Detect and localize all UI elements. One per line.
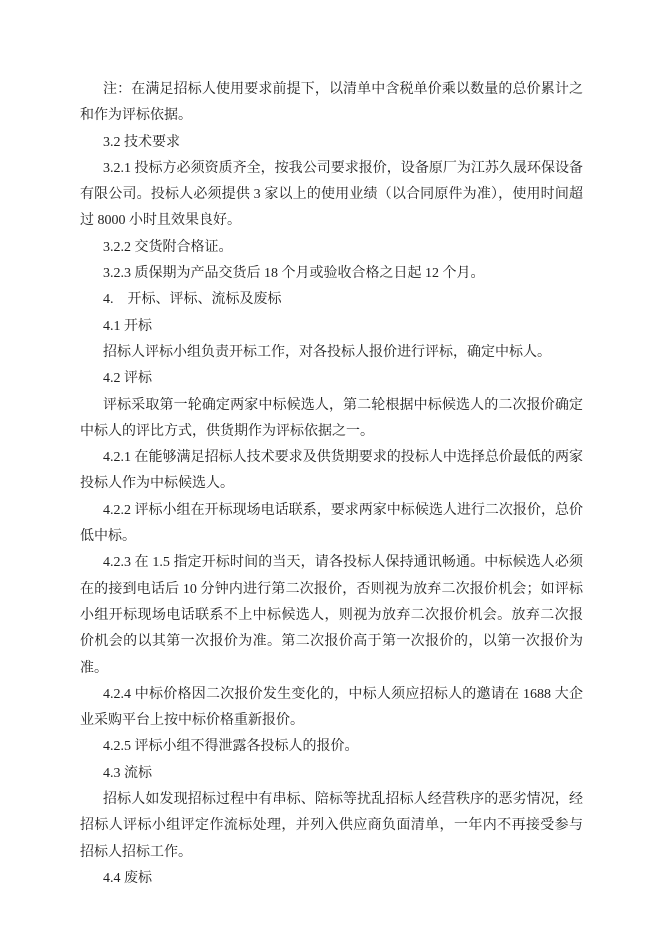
heading-4-2-bid-evaluation: 4.2 评标: [103, 371, 152, 387]
paragraph-note-evaluation-basis: 注：在满足招标人使用要求前提下，以清单中含税单价乘以数量的总价累计之和作为评标依据。: [80, 82, 583, 124]
paragraph-3-2-1-qualifications: 3.2.1 投标方必须资质齐全，按我公司要求报价，设备原厂为江苏久晟环保设备有限公司。投标人必须提供 3 家以上的使用业绩（以合同原件为准），使用时间超过 8000 小时且效果良好。: [80, 160, 583, 229]
paragraph-4-3-body: 招标人如发现招标过程中有串标、陪标等扰乱招标人经营秩序的恶劣情况，经招标人评标小组评定作流标处理，并列入供应商负面清单，一年内不再接受参与招标人招标工作。: [80, 792, 583, 860]
paragraph-3-2-3-warranty-period: 3.2.3 质保期为产品交货后 18 个月或验收合格之日起 12 个月。: [103, 266, 485, 282]
paragraph-4-2-5-confidentiality: 4.2.5 评标小组不得泄露各投标人的报价。: [103, 739, 359, 755]
document-content: [80, 77, 583, 892]
heading-4-3-failed-bid: 4.3 流标: [103, 765, 152, 781]
heading-4-1-bid-opening: 4.1 开标: [103, 318, 152, 334]
heading-4-bid-opening-evaluation: 4. 开标、评标、流标及废标: [103, 292, 282, 308]
paragraph-4-2-1-candidate-selection: 4.2.1 在能够满足招标人技术要求及供货期要求的投标人中选择总价最低的两家投标人作为中标候选人。: [80, 450, 583, 492]
paragraph-4-2-3-phone-contact-rules: 4.2.3 在 1.5 指定开标时间的当天，请各投标人保持通讯畅通。中标候选人必须在的接到电话后 10 分钟内进行第二次报价，否则视为放弃二次报价机会；如评标小组开标现场电话联系不上中标候选人，则视为放弃二次报价机会。放弃二次报价机会的以其第一次报价为准。第二次报价高于第一次报价的，以第一次报价为准。: [80, 555, 583, 676]
paragraph-3-2-2-delivery-certificate: 3.2.2 交货附合格证。: [103, 239, 233, 255]
paragraph-4-2-4-platform-requote: 4.2.4 中标价格因二次报价发生变化的，中标人须应招标人的邀请在 1688 大企业采购平台上按中标价格重新报价。: [80, 686, 583, 729]
heading-4-4-invalid-bid: 4.4 废标: [103, 870, 152, 886]
paragraph-4-2-intro: 评标采取第一轮确定两家中标候选人，第二轮根据中标候选人的二次报价确定中标人的评比方式，供货期作为评标依据之一。: [80, 397, 583, 439]
paragraph-4-2-2-second-quotation: 4.2.2 评标小组在开标现场电话联系，要求两家中标候选人进行二次报价，总价低中标。: [80, 502, 583, 545]
heading-3-2-technical-requirements: 3.2 技术要求: [103, 134, 180, 150]
paragraph-4-1-body: 招标人评标小组负责开标工作，对各投标人报价进行评标，确定中标人。: [103, 344, 551, 360]
